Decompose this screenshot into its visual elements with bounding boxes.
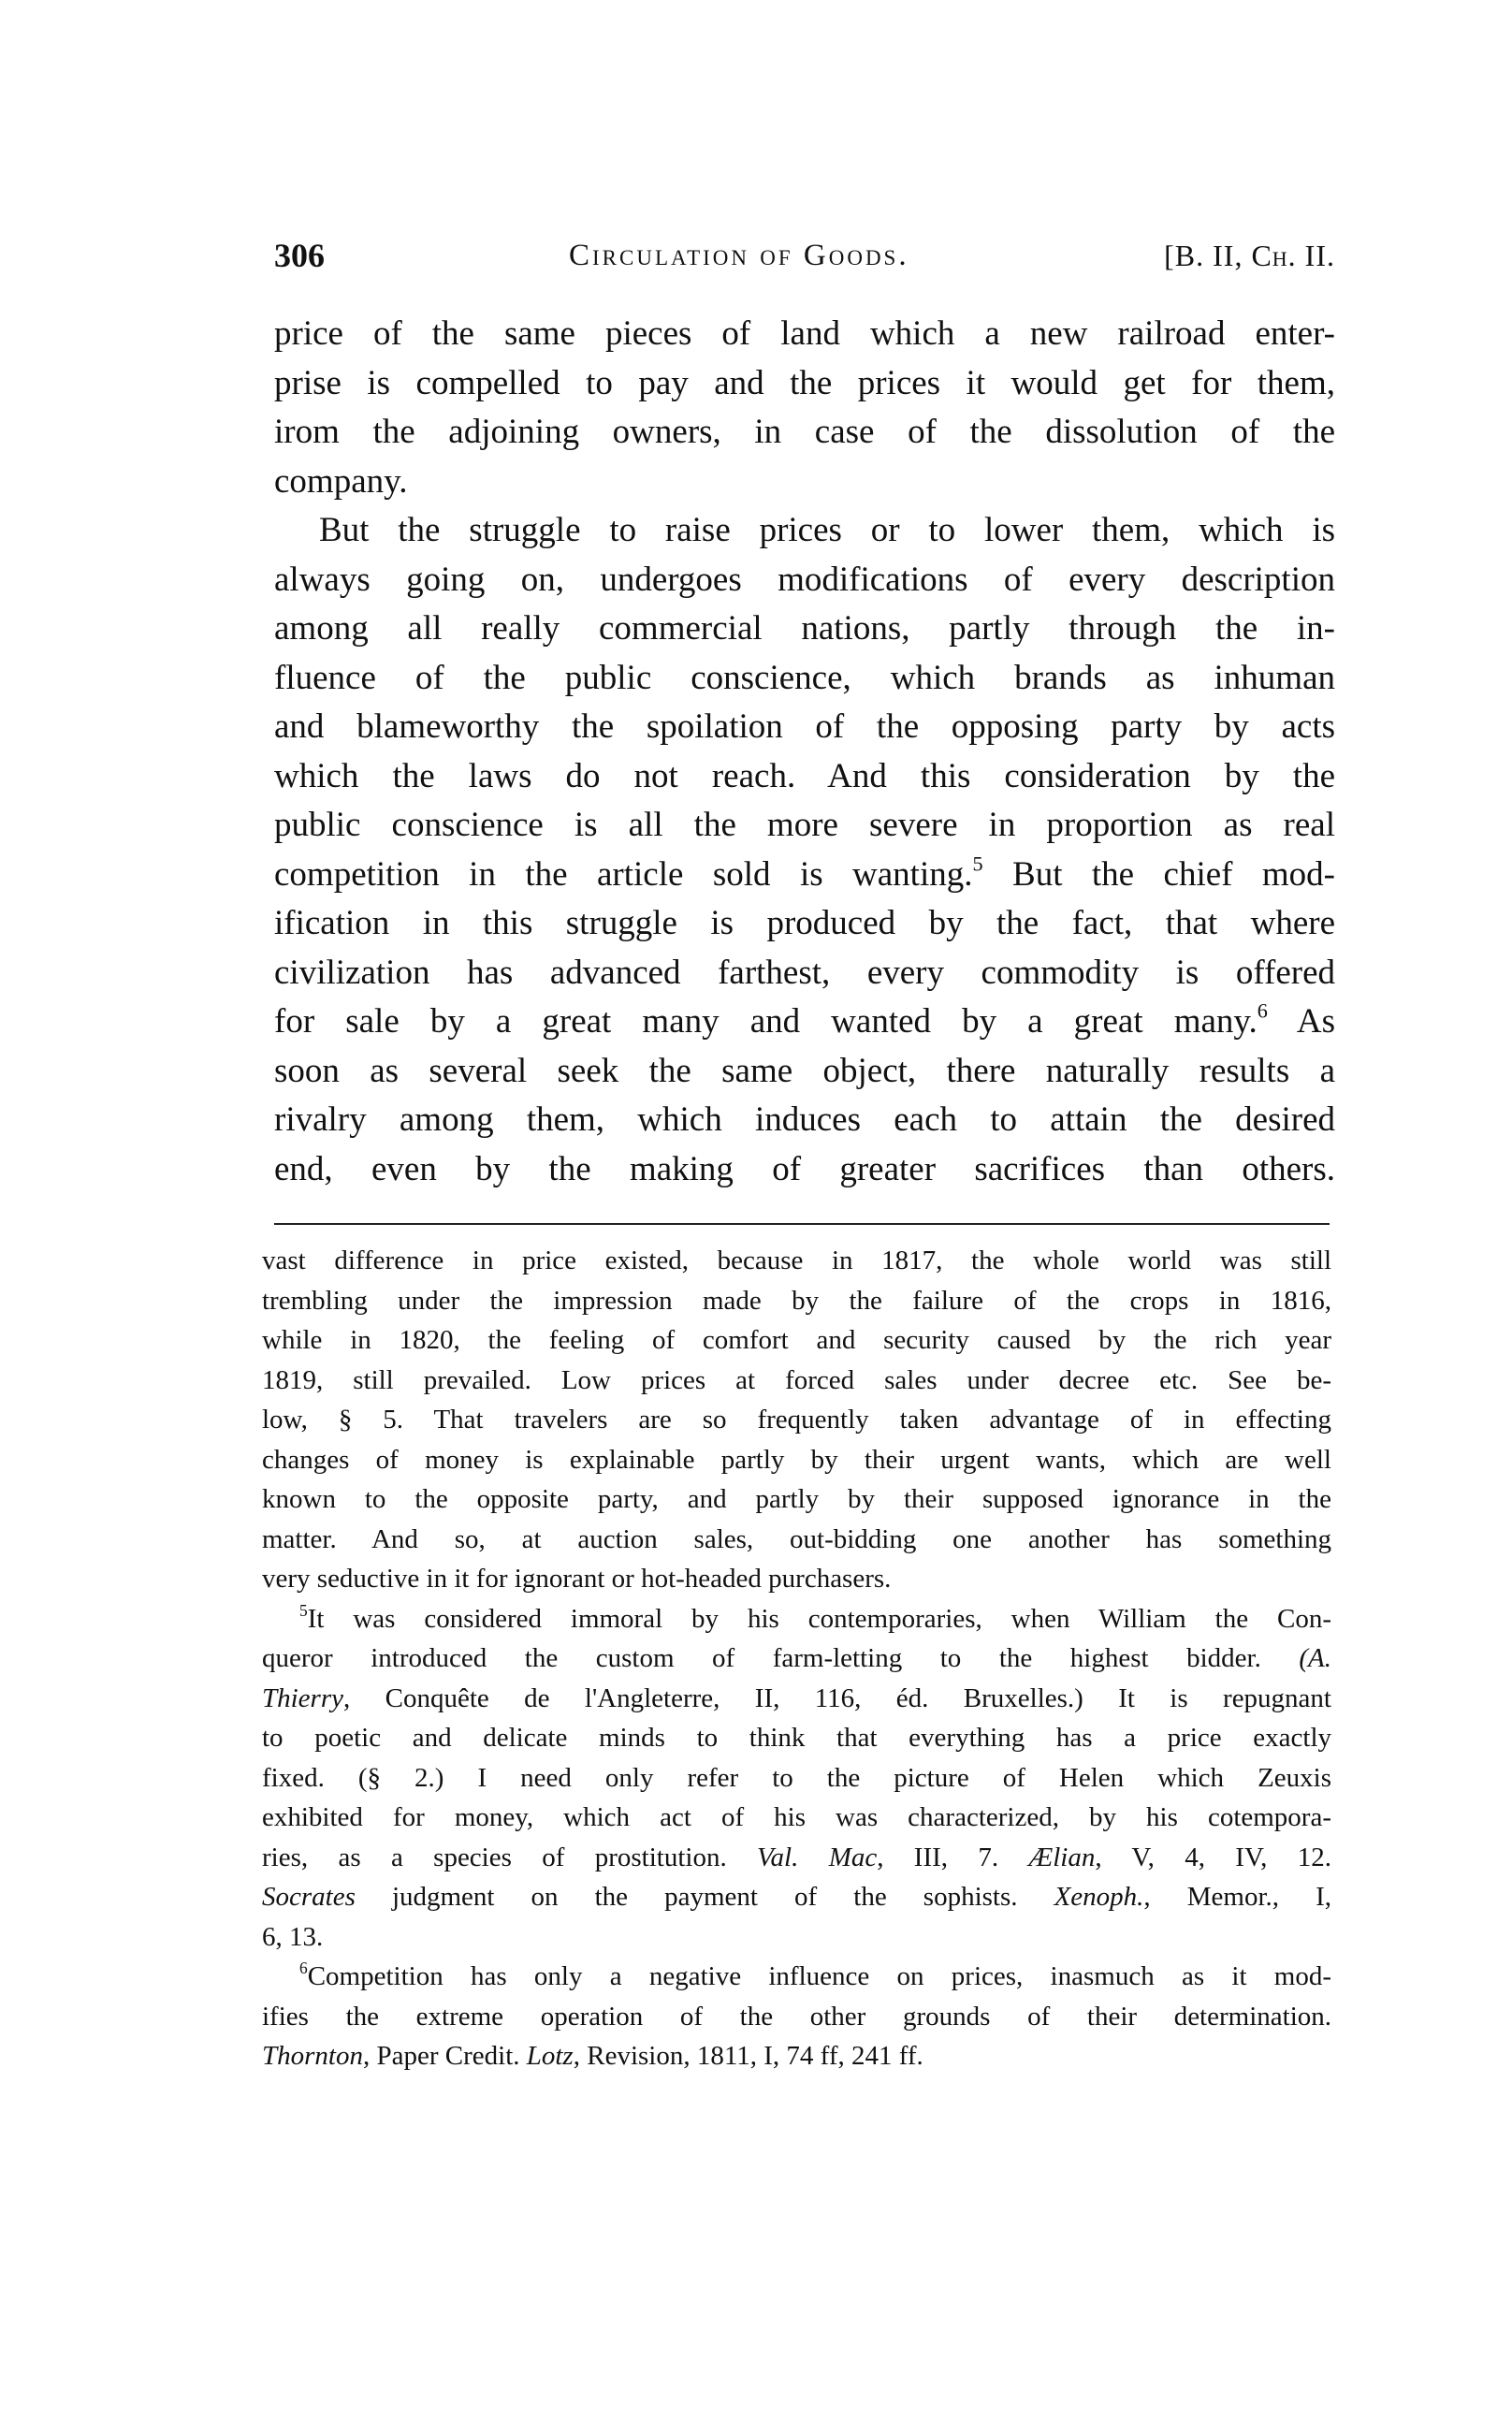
- italic-citation: Lotz: [526, 2041, 574, 2071]
- italic-citation: Socrates: [262, 1882, 356, 1912]
- text-run: ification in this struggle is produced by the fact, that where: [274, 904, 1335, 942]
- text-run: , Revision, 1811, I, 74 ff, 241 ff.: [573, 2041, 923, 2071]
- running-header: [274, 237, 1335, 274]
- footnote-line: [262, 1639, 1331, 1679]
- text-run: competition in the article sold is wanting.: [274, 854, 973, 894]
- text-run: It was considered immoral by his contemporaries, when William the Con-: [307, 1603, 1331, 1634]
- footnote-line: [262, 1320, 1331, 1361]
- text-run: , Conquête de l'Angleterre, II, 116, éd. Bruxelles.) It is repugnant: [343, 1682, 1331, 1713]
- italic-citation: (A.: [1299, 1643, 1331, 1673]
- italic-citation: Ælian: [1028, 1842, 1096, 1872]
- footnote-line: [262, 1400, 1331, 1440]
- body-line: [274, 604, 1335, 654]
- text-run: among all really commercial nations, partly through the in-: [274, 609, 1335, 648]
- text-run: civilization has advanced farthest, every commodity is offered: [274, 953, 1335, 992]
- text-run: which the laws do not reach. And this consideration by the: [274, 756, 1335, 795]
- footnote-line: [262, 1758, 1331, 1799]
- text-run: trembling under the impression made by the failure of the crops in 1816,: [262, 1285, 1331, 1316]
- text-run: very seductive in it for ignorant or hot-headed purchasers.: [262, 1564, 892, 1594]
- text-run: fixed. (§ 2.) I need only refer to the picture of Helen which Zeuxis: [262, 1762, 1331, 1793]
- footnote-marker: 6: [1257, 998, 1268, 1023]
- text-run: But the chief mod-: [982, 854, 1335, 894]
- footnote-line: [262, 1838, 1331, 1878]
- footnote-line: [262, 1440, 1331, 1480]
- text-run: , III, 7.: [877, 1842, 1029, 1872]
- text-run: As: [1267, 1002, 1336, 1041]
- text-run: ifies the extreme operation of the other grounds of their determination.: [262, 2001, 1331, 2032]
- footnote-line: [262, 1559, 1331, 1599]
- footnote-line: [262, 1679, 1331, 1719]
- footnote-line: [262, 1241, 1331, 1281]
- body-line: [274, 1047, 1335, 1097]
- text-run: public conscience is all the more severe in proportion as real: [274, 806, 1335, 844]
- body-line: [274, 1145, 1335, 1195]
- body-line: [274, 703, 1335, 752]
- text-run: , V, 4, IV, 12.: [1095, 1842, 1331, 1872]
- footnotes: [262, 1241, 1331, 2076]
- footnote-line: [262, 1997, 1331, 2037]
- italic-citation: Xenoph.: [1054, 1882, 1144, 1912]
- text-run: known to the opposite party, and partly by their supposed ignorance in the: [262, 1484, 1331, 1514]
- text-run: irom the adjoining owners, in case of the dissolution of the: [274, 413, 1335, 451]
- footnote-line: [262, 1479, 1331, 1520]
- body-text: [274, 310, 1335, 1194]
- running-title: Circulation of Goods.: [569, 239, 909, 272]
- text-run: vast difference in price existed, because in 1817, the whole world was still: [262, 1245, 1331, 1275]
- text-run: , Memor., I,: [1143, 1882, 1331, 1912]
- text-run: matter. And so, at auction sales, out-bidding one another has something: [262, 1523, 1331, 1554]
- footnote-line: [262, 1957, 1331, 1997]
- footnote-marker: 5: [299, 1600, 308, 1620]
- footnote-line: [262, 1281, 1331, 1321]
- footnote-line: [262, 1798, 1331, 1838]
- text-run: exhibited for money, which act of his was characterized, by his cotempora-: [262, 1802, 1331, 1832]
- footnote-marker: 6: [299, 1958, 308, 1977]
- body-line: [274, 851, 1335, 900]
- body-line: [274, 408, 1335, 458]
- italic-citation: Thierry: [262, 1682, 343, 1713]
- body-line: [274, 556, 1335, 605]
- footnote-line: [262, 1599, 1331, 1639]
- text-run: changes of money is explainable partly by their urgent wants, which are well: [262, 1444, 1331, 1475]
- text-run: company.: [274, 461, 408, 501]
- body-line: [274, 458, 1335, 507]
- text-run: price of the same pieces of land which a new railroad enter-: [274, 314, 1335, 353]
- italic-citation: Thornton: [262, 2041, 363, 2071]
- text-run: 6, 13.: [262, 1921, 324, 1952]
- text-run: always going on, undergoes modifications of every description: [274, 560, 1335, 599]
- footnote-line: [262, 1520, 1331, 1560]
- footnote-line: [262, 1361, 1331, 1401]
- footnote-line: [262, 2036, 1331, 2076]
- text-run: 1819, still prevailed. Low prices at forced sales under decree etc. See be-: [262, 1364, 1331, 1395]
- page-number: 306: [274, 237, 325, 274]
- text-run: queror introduced the custom of farm-letting to the highest bidder.: [262, 1643, 1300, 1673]
- body-line: [274, 310, 1335, 359]
- body-line: [274, 801, 1335, 851]
- body-line: [274, 1096, 1335, 1145]
- footnote-line: [262, 1718, 1331, 1758]
- text-run: Competition has only a negative influence on prices, inasmuch as it mod-: [307, 1961, 1331, 1991]
- text-run: and blameworthy the spoilation of the opposing party by acts: [274, 707, 1335, 746]
- body-line: [274, 998, 1335, 1047]
- text-run: prise is compelled to pay and the prices it would get for them,: [274, 363, 1335, 402]
- text-run: judgment on the payment of the sophists.: [355, 1882, 1054, 1912]
- text-run: while in 1820, the feeling of comfort and security caused by the rich year: [262, 1325, 1331, 1355]
- body-line: [274, 949, 1335, 998]
- body-line: [274, 752, 1335, 802]
- footnote-line: [262, 1877, 1331, 1917]
- italic-citation: Val. Mac: [757, 1842, 878, 1872]
- text-run: end, even by the making of greater sacrifices than others.: [274, 1149, 1335, 1188]
- text-run: soon as several seek the same object, there naturally results a: [274, 1051, 1335, 1090]
- body-line: [274, 359, 1335, 409]
- text-run: But the struggle to raise prices or to lower them, which is: [319, 511, 1335, 549]
- text-run: for sale by a great many and wanted by a great many.: [274, 1002, 1258, 1041]
- footnote-line: [262, 1917, 1331, 1958]
- footnote-divider: [274, 1223, 1330, 1225]
- text-run: to poetic and delicate minds to think that everything has a price exactly: [262, 1723, 1331, 1753]
- footnote-marker: 5: [972, 851, 983, 875]
- text-run: rivalry among them, which induces each to attain the desired: [274, 1100, 1335, 1139]
- body-line: [274, 506, 1335, 556]
- section-reference: [B. II, Ch. II.: [1164, 239, 1335, 272]
- text-run: fluence of the public conscience, which brands as inhuman: [274, 658, 1335, 697]
- text-run: low, § 5. That travelers are so frequently taken advantage of in effecting: [262, 1405, 1331, 1435]
- text-run: ries, as a species of prostitution.: [262, 1842, 758, 1872]
- text-run: , Paper Credit.: [362, 2041, 527, 2071]
- body-line: [274, 654, 1335, 704]
- body-line: [274, 899, 1335, 949]
